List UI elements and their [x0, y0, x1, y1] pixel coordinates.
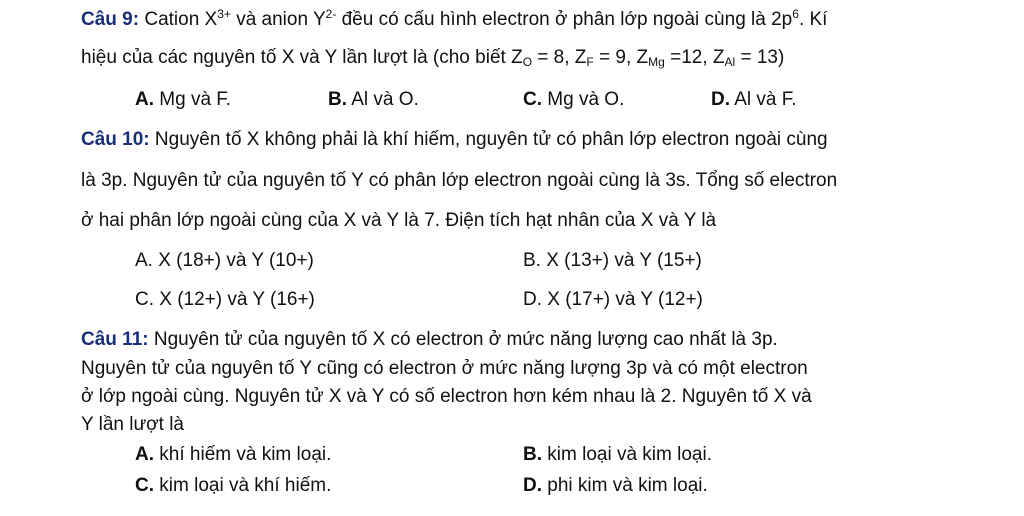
q9-charge-y: 2-	[325, 7, 337, 21]
q10-text: là 3p. Nguyên tử của nguyên tố Y có phân lớp electron ngoài cùng là 3s. Tổng số electron	[81, 170, 838, 191]
q9-subscript: O	[522, 55, 533, 69]
q11-line4	[81, 413, 184, 437]
q9-text: đều có cấu hình electron ở phân lớp ngoài cùng là 2p	[336, 9, 793, 30]
option-label: D.	[711, 89, 730, 110]
option-text: Mg và O.	[542, 89, 625, 110]
q9-text: hiệu của các nguyên tố X và Y lần lượt là (cho biết Z	[81, 47, 523, 68]
q11-text: ở lớp ngoài cùng. Nguyên tử X và Y có số electron hơn kém nhau là 2. Nguyên tố X và	[81, 386, 812, 407]
option-text: Mg và F.	[154, 89, 232, 110]
q11-option-d[interactable]	[523, 474, 708, 498]
option-text: X (12+) và Y (16+)	[154, 289, 315, 310]
option-text: X (13+) và Y (15+)	[540, 250, 702, 271]
option-text: Al và O.	[347, 89, 419, 110]
q11-label: Câu 11:	[81, 329, 149, 350]
q9-text: . Kí	[798, 9, 828, 30]
option-text: Al và F.	[730, 89, 797, 110]
q9-superscript: 6	[792, 7, 799, 21]
q9-subscript: Al	[724, 55, 736, 69]
q10-option-a[interactable]	[135, 249, 314, 273]
option-label: C.	[135, 289, 154, 310]
option-label: A.	[135, 444, 154, 465]
q11-line2	[81, 357, 808, 381]
q10-option-c[interactable]	[135, 288, 315, 312]
q11-line1	[81, 328, 778, 352]
option-text: X (17+) và Y (12+)	[542, 289, 703, 310]
q11-text: Nguyên tử của nguyên tố Y cũng có electron ở mức năng lượng 3p và có một electron	[81, 358, 808, 379]
q11-text: Y lần lượt là	[81, 414, 184, 435]
q10-label: Câu 10:	[81, 129, 150, 150]
option-label: C.	[135, 475, 154, 496]
q9-charge-x: 3+	[217, 7, 231, 21]
q9-text: Cation X	[139, 9, 218, 30]
q9-option-a[interactable]	[135, 88, 231, 112]
option-text: kim loại và kim loại.	[542, 444, 712, 465]
option-label: B.	[328, 89, 347, 110]
q9-subscript: F	[586, 55, 594, 69]
q10-line3	[81, 209, 716, 233]
option-text: X (18+) và Y (10+)	[152, 250, 314, 271]
option-text: phi kim và kim loại.	[542, 475, 708, 496]
option-text: khí hiếm và kim loại.	[154, 444, 332, 465]
q11-text: Nguyên tử của nguyên tố X có electron ở mức năng lượng cao nhất là 3p.	[148, 329, 778, 350]
option-label: C.	[523, 89, 542, 110]
q9-text: = 13)	[735, 47, 785, 68]
option-text: kim loại và khí hiếm.	[154, 475, 332, 496]
q9-text: =12, Z	[664, 47, 725, 68]
option-label: D.	[523, 289, 542, 310]
option-label: B.	[523, 250, 541, 271]
option-label: A.	[135, 89, 154, 110]
q11-option-a[interactable]	[135, 443, 331, 467]
q10-text: Nguyên tố X không phải là khí hiếm, nguyên tử có phân lớp electron ngoài cùng	[149, 129, 828, 150]
q11-option-b[interactable]	[523, 443, 712, 467]
q9-line1	[81, 2, 827, 32]
q11-line3	[81, 385, 812, 409]
q10-option-d[interactable]	[523, 288, 703, 312]
q11-option-c[interactable]	[135, 474, 331, 498]
q9-option-d[interactable]	[711, 88, 797, 112]
q9-option-b[interactable]	[328, 88, 419, 112]
q10-option-b[interactable]	[523, 249, 702, 273]
q10-line1	[81, 128, 828, 152]
q9-line2	[81, 46, 784, 74]
q9-text: = 8, Z	[532, 47, 587, 68]
q9-text: = 9, Z	[593, 47, 649, 68]
q9-subscript: Mg	[648, 55, 665, 69]
q10-text: ở hai phân lớp ngoài cùng của X và Y là 7. Điện tích hạt nhân của X và Y là	[81, 210, 717, 231]
q10-line2	[81, 169, 837, 193]
option-label: A.	[135, 250, 153, 271]
q9-label: Câu 9:	[81, 9, 140, 30]
option-label: B.	[523, 444, 542, 465]
option-label: D.	[523, 475, 542, 496]
q9-option-c[interactable]	[523, 88, 624, 112]
q9-text: và anion Y	[230, 9, 326, 30]
